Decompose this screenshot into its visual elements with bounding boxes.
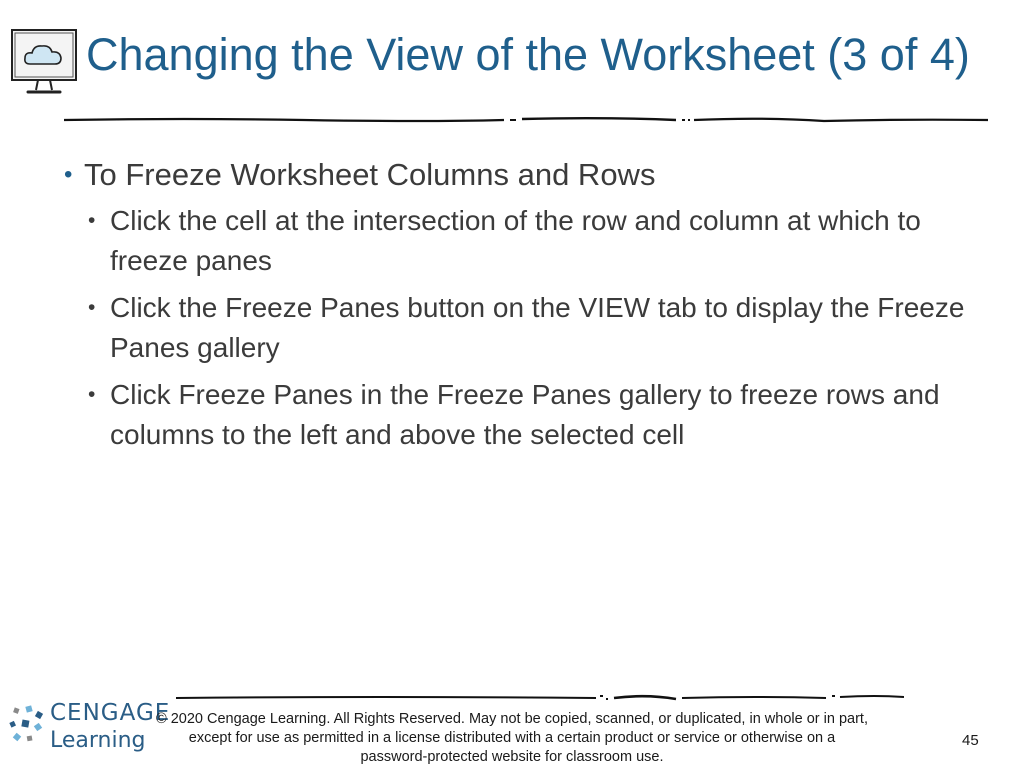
cloud-monitor-icon: [8, 24, 80, 104]
bullet-level-1: [64, 155, 1004, 195]
title-divider: [64, 112, 988, 128]
bullet-dot-icon: •: [64, 161, 73, 188]
logo-text-learning: Learning: [50, 728, 146, 753]
bullet-dot-icon: •: [88, 209, 96, 232]
sub-bullet: [64, 288, 1004, 368]
bullet-dot-icon: •: [88, 296, 96, 319]
slide-content: [64, 155, 1004, 462]
page-number: 45: [962, 732, 979, 749]
bullet-text: To Freeze Worksheet Columns and Rows: [84, 157, 656, 192]
cengage-logo-mark-icon: [8, 704, 48, 752]
logo-text-cengage: CENGAGE: [50, 700, 171, 726]
slide-title: Changing the View of the Worksheet (3 of 4): [86, 29, 970, 80]
sub-bullet-text: Click Freeze Panes in the Freeze Panes gallery to freeze rows and columns to the left and above the selected cell: [110, 379, 940, 450]
sub-bullet: [64, 375, 1004, 455]
copyright-notice: © 2020 Cengage Learning. All Rights Reserved. May not be copied, scanned, or duplicated, in whole or in part, except for use as permitted in a license distributed with a certain product or service or otherwise on a password-protected website for classroom use.: [156, 711, 868, 765]
sub-bullet: [64, 201, 1004, 281]
sub-bullet-text: Click the cell at the intersection of the row and column at which to freeze panes: [110, 205, 921, 276]
bullet-dot-icon: •: [88, 383, 96, 406]
sub-bullet-text: Click the Freeze Panes button on the VIEW tab to display the Freeze Panes gallery: [110, 292, 965, 363]
cengage-logo: [8, 700, 171, 758]
footer-divider: [176, 690, 904, 706]
